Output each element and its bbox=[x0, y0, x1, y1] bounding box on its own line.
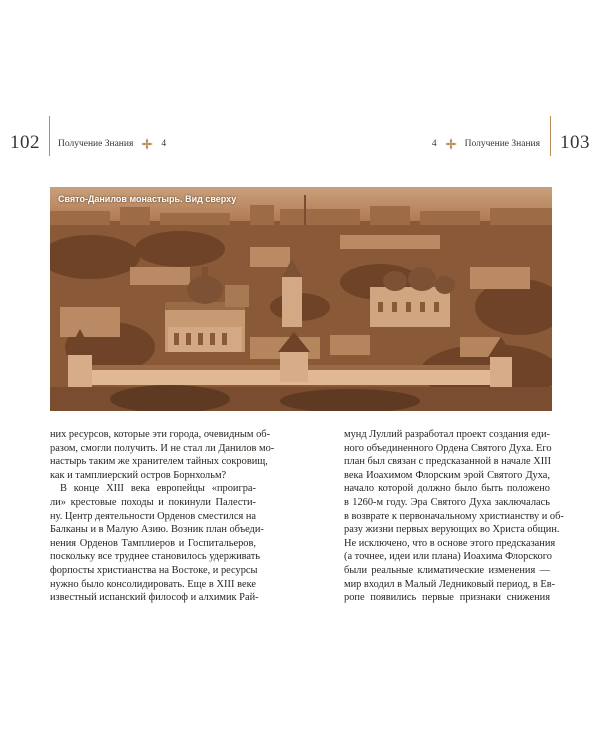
text-line: нужно было консолидировать. Еще в XIII веке bbox=[50, 578, 256, 590]
text-line: были реальные климатические изменения — bbox=[344, 564, 550, 576]
text-line: в возврате к первоначальному христианству и об- bbox=[344, 510, 564, 522]
text-line: ли» крестовые походы и покинули Палести- bbox=[50, 496, 256, 508]
text-line: настырь таким же хранителем тайных сокровищ, bbox=[50, 456, 268, 468]
text-line: форпосты христианства на Востоке, и ресурсы bbox=[50, 564, 258, 576]
text-line: начало которой должно было быть положено bbox=[344, 483, 550, 495]
left-chapter-number: 4 bbox=[161, 139, 167, 149]
left-header-divider bbox=[49, 116, 50, 156]
text-line: мир входил в Малый Ледниковый период, в Ев- bbox=[344, 578, 556, 590]
text-line: Не исключено, что в основе этого предсказания bbox=[344, 537, 556, 549]
text-line: поскольку все труднее становилось удерживать bbox=[50, 551, 261, 563]
text-line: ного объединенного Ордена Святого Духа. Его bbox=[344, 442, 552, 454]
text-line: них ресурсов, которые эти города, очевидным об- bbox=[50, 429, 271, 440]
right-page-number: 103 bbox=[560, 132, 590, 153]
left-text-column bbox=[50, 428, 275, 605]
monastery-photo bbox=[50, 187, 552, 411]
text-line: разу жизни первых верующих во Христа общин. bbox=[344, 524, 560, 536]
cross-icon bbox=[141, 138, 153, 150]
right-running-title: Получение Знания bbox=[464, 139, 540, 149]
text-line: разом, смогли получить. И не стал ли Данилов мо- bbox=[50, 442, 275, 454]
photo-caption: Свято-Данилов монастырь. Вид сверху bbox=[58, 194, 237, 204]
right-text-column bbox=[344, 428, 564, 605]
text-line: план был связан с предсказанной в начале XIII bbox=[344, 456, 552, 468]
text-line: Балканы и в Малую Азию. Возник план объеди- bbox=[50, 524, 264, 536]
text-line: мунд Луллий разработал проект создания еди- bbox=[344, 429, 550, 440]
cross-icon bbox=[445, 138, 457, 150]
text-line: известный испанский философ и алхимик Рай- bbox=[50, 592, 259, 604]
right-chapter-number: 4 bbox=[431, 139, 437, 149]
text-line: ну. Центр деятельности Орденов сместился на bbox=[50, 510, 256, 522]
monastery-aerial-image bbox=[50, 187, 552, 411]
text-line: в 1260-м году. Эра Святого Духа заключалась bbox=[344, 496, 550, 508]
right-running-header bbox=[432, 138, 540, 150]
text-line: (а точнее, идеи или плана) Иоахима Флорского bbox=[344, 551, 552, 563]
text-line: как и тамплиерский остров Борнхольм? bbox=[50, 469, 227, 481]
left-running-title: Получение Знания bbox=[58, 139, 134, 149]
text-line: века Иоахимом Флорским эрой Святого Духа, bbox=[344, 469, 550, 481]
text-line: нения Орденов Тамплиеров и Госпитальеров, bbox=[50, 537, 256, 549]
text-line: ропе появились первые признаки снижения bbox=[344, 592, 550, 604]
left-page-number: 102 bbox=[10, 132, 40, 153]
left-running-header bbox=[58, 138, 166, 150]
right-header-divider bbox=[550, 116, 551, 156]
text-line: В конце XIII века европейцы «проигра- bbox=[60, 483, 256, 495]
